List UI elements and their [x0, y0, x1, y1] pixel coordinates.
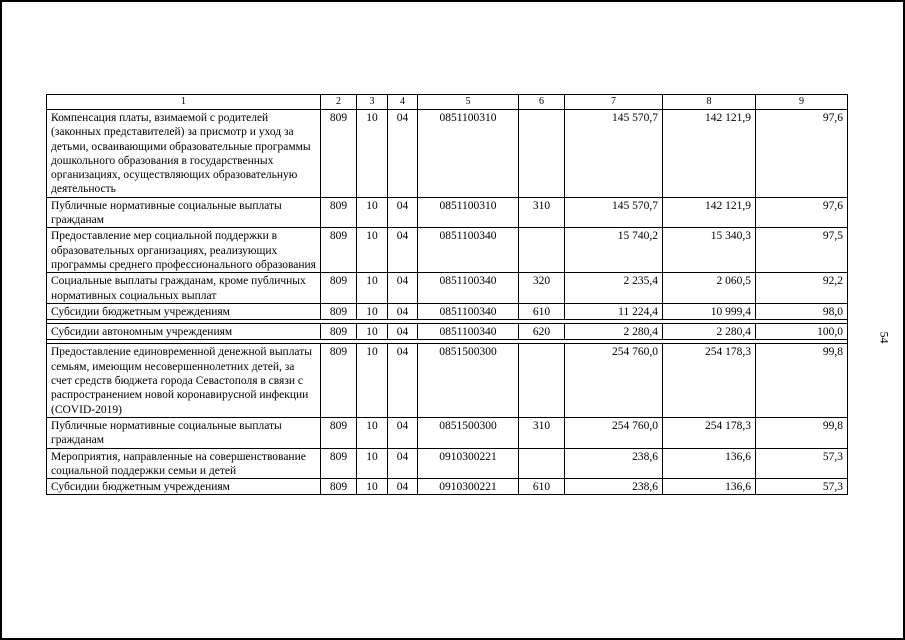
cell-actual: 254 178,3 — [663, 417, 756, 448]
cell-plan: 145 570,7 — [565, 110, 663, 198]
cell-percent: 57,3 — [756, 479, 848, 495]
row-name: Публичные нормативные социальные выплаты гражданам — [47, 197, 321, 228]
cell-expense-type — [519, 110, 565, 198]
cell-actual: 254 178,3 — [663, 344, 756, 417]
cell-section: 10 — [357, 303, 388, 319]
column-header: 4 — [388, 95, 418, 110]
cell-target-article: 0851500300 — [418, 344, 519, 417]
cell-percent: 97,5 — [756, 228, 848, 273]
page-border-left — [0, 0, 2, 640]
cell-expense-type: 620 — [519, 324, 565, 340]
row-name: Публичные нормативные социальные выплаты гражданам — [47, 417, 321, 448]
cell-admin-code: 809 — [321, 479, 357, 495]
cell-admin-code: 809 — [321, 273, 357, 304]
cell-percent: 100,0 — [756, 324, 848, 340]
row-name: Субсидии бюджетным учреждениям — [47, 303, 321, 319]
cell-target-article: 0910300221 — [418, 448, 519, 479]
cell-section: 10 — [357, 344, 388, 417]
cell-plan: 2 280,4 — [565, 324, 663, 340]
cell-plan: 11 224,4 — [565, 303, 663, 319]
table-row — [47, 197, 848, 228]
table-row — [47, 417, 848, 448]
cell-percent: 99,8 — [756, 417, 848, 448]
column-header: 5 — [418, 95, 519, 110]
cell-subsection: 04 — [388, 417, 418, 448]
cell-percent: 57,3 — [756, 448, 848, 479]
column-header: 9 — [756, 95, 848, 110]
table-row — [47, 273, 848, 304]
cell-section: 10 — [357, 448, 388, 479]
cell-target-article: 0851100340 — [418, 324, 519, 340]
cell-expense-type: 310 — [519, 197, 565, 228]
row-name: Субсидии автономным учреждениям — [47, 324, 321, 340]
cell-actual: 136,6 — [663, 479, 756, 495]
table-row — [47, 110, 848, 198]
row-name: Субсидии бюджетным учреждениям — [47, 479, 321, 495]
page-border-top — [0, 0, 905, 2]
row-name: Мероприятия, направленные на совершенствование социальной поддержки семьи и детей — [47, 448, 321, 479]
cell-section: 10 — [357, 110, 388, 198]
column-header: 8 — [663, 95, 756, 110]
table-row — [47, 303, 848, 319]
cell-subsection: 04 — [388, 197, 418, 228]
budget-table — [46, 94, 848, 495]
row-name: Компенсация платы, взимаемой с родителей (законных представителей) за присмотр и уход за детьми, осваивающими образовательные программы дошкольного образования в государственных организациях, осуществляющих образовательную деятельность — [47, 110, 321, 198]
cell-subsection: 04 — [388, 344, 418, 417]
cell-admin-code: 809 — [321, 417, 357, 448]
column-header: 2 — [321, 95, 357, 110]
cell-expense-type: 610 — [519, 303, 565, 319]
cell-subsection: 04 — [388, 479, 418, 495]
table-row — [47, 324, 848, 340]
cell-target-article: 0851100310 — [418, 110, 519, 198]
cell-percent: 97,6 — [756, 197, 848, 228]
cell-admin-code: 809 — [321, 448, 357, 479]
cell-plan: 254 760,0 — [565, 344, 663, 417]
cell-target-article: 0851500300 — [418, 417, 519, 448]
cell-expense-type — [519, 448, 565, 479]
cell-admin-code: 809 — [321, 110, 357, 198]
cell-subsection: 04 — [388, 303, 418, 319]
cell-actual: 142 121,9 — [663, 197, 756, 228]
cell-target-article: 0851100340 — [418, 273, 519, 304]
cell-actual: 10 999,4 — [663, 303, 756, 319]
column-header: 1 — [47, 95, 321, 110]
column-header: 6 — [519, 95, 565, 110]
row-name: Социальные выплаты гражданам, кроме публичных нормативных социальных выплат — [47, 273, 321, 304]
cell-section: 10 — [357, 273, 388, 304]
cell-percent: 92,2 — [756, 273, 848, 304]
cell-section: 10 — [357, 417, 388, 448]
cell-expense-type — [519, 228, 565, 273]
cell-plan: 254 760,0 — [565, 417, 663, 448]
cell-section: 10 — [357, 479, 388, 495]
table-row — [47, 479, 848, 495]
cell-subsection: 04 — [388, 273, 418, 304]
column-header: 7 — [565, 95, 663, 110]
page-number: 54 — [877, 331, 892, 344]
cell-plan: 238,6 — [565, 479, 663, 495]
cell-subsection: 04 — [388, 324, 418, 340]
cell-target-article: 0851100340 — [418, 228, 519, 273]
table-row — [47, 228, 848, 273]
cell-actual: 142 121,9 — [663, 110, 756, 198]
row-name: Предоставление мер социальной поддержки в образовательных организациях, реализующих программы среднего профессионального образования — [47, 228, 321, 273]
cell-plan: 15 740,2 — [565, 228, 663, 273]
cell-admin-code: 809 — [321, 324, 357, 340]
cell-subsection: 04 — [388, 110, 418, 198]
cell-admin-code: 809 — [321, 197, 357, 228]
cell-expense-type: 320 — [519, 273, 565, 304]
cell-subsection: 04 — [388, 448, 418, 479]
cell-plan: 145 570,7 — [565, 197, 663, 228]
cell-target-article: 0851100340 — [418, 303, 519, 319]
cell-admin-code: 809 — [321, 344, 357, 417]
cell-target-article: 0851100310 — [418, 197, 519, 228]
cell-target-article: 0910300221 — [418, 479, 519, 495]
cell-subsection: 04 — [388, 228, 418, 273]
cell-percent: 97,6 — [756, 110, 848, 198]
table-row — [47, 448, 848, 479]
cell-actual: 15 340,3 — [663, 228, 756, 273]
header-row — [47, 95, 848, 110]
cell-expense-type: 610 — [519, 479, 565, 495]
cell-actual: 2 060,5 — [663, 273, 756, 304]
cell-admin-code: 809 — [321, 303, 357, 319]
cell-actual: 2 280,4 — [663, 324, 756, 340]
cell-expense-type — [519, 344, 565, 417]
cell-percent: 99,8 — [756, 344, 848, 417]
table-row — [47, 344, 848, 417]
cell-plan: 2 235,4 — [565, 273, 663, 304]
cell-section: 10 — [357, 324, 388, 340]
column-header: 3 — [357, 95, 388, 110]
cell-admin-code: 809 — [321, 228, 357, 273]
cell-plan: 238,6 — [565, 448, 663, 479]
cell-expense-type: 310 — [519, 417, 565, 448]
cell-section: 10 — [357, 197, 388, 228]
cell-actual: 136,6 — [663, 448, 756, 479]
cell-percent: 98,0 — [756, 303, 848, 319]
cell-section: 10 — [357, 228, 388, 273]
row-name: Предоставление единовременной денежной выплаты семьям, имеющим несовершеннолетних детей, за счет средств бюджета города Севастополя в связи с распространением новой коронавирусной инфекции (COVID-2019) — [47, 344, 321, 417]
